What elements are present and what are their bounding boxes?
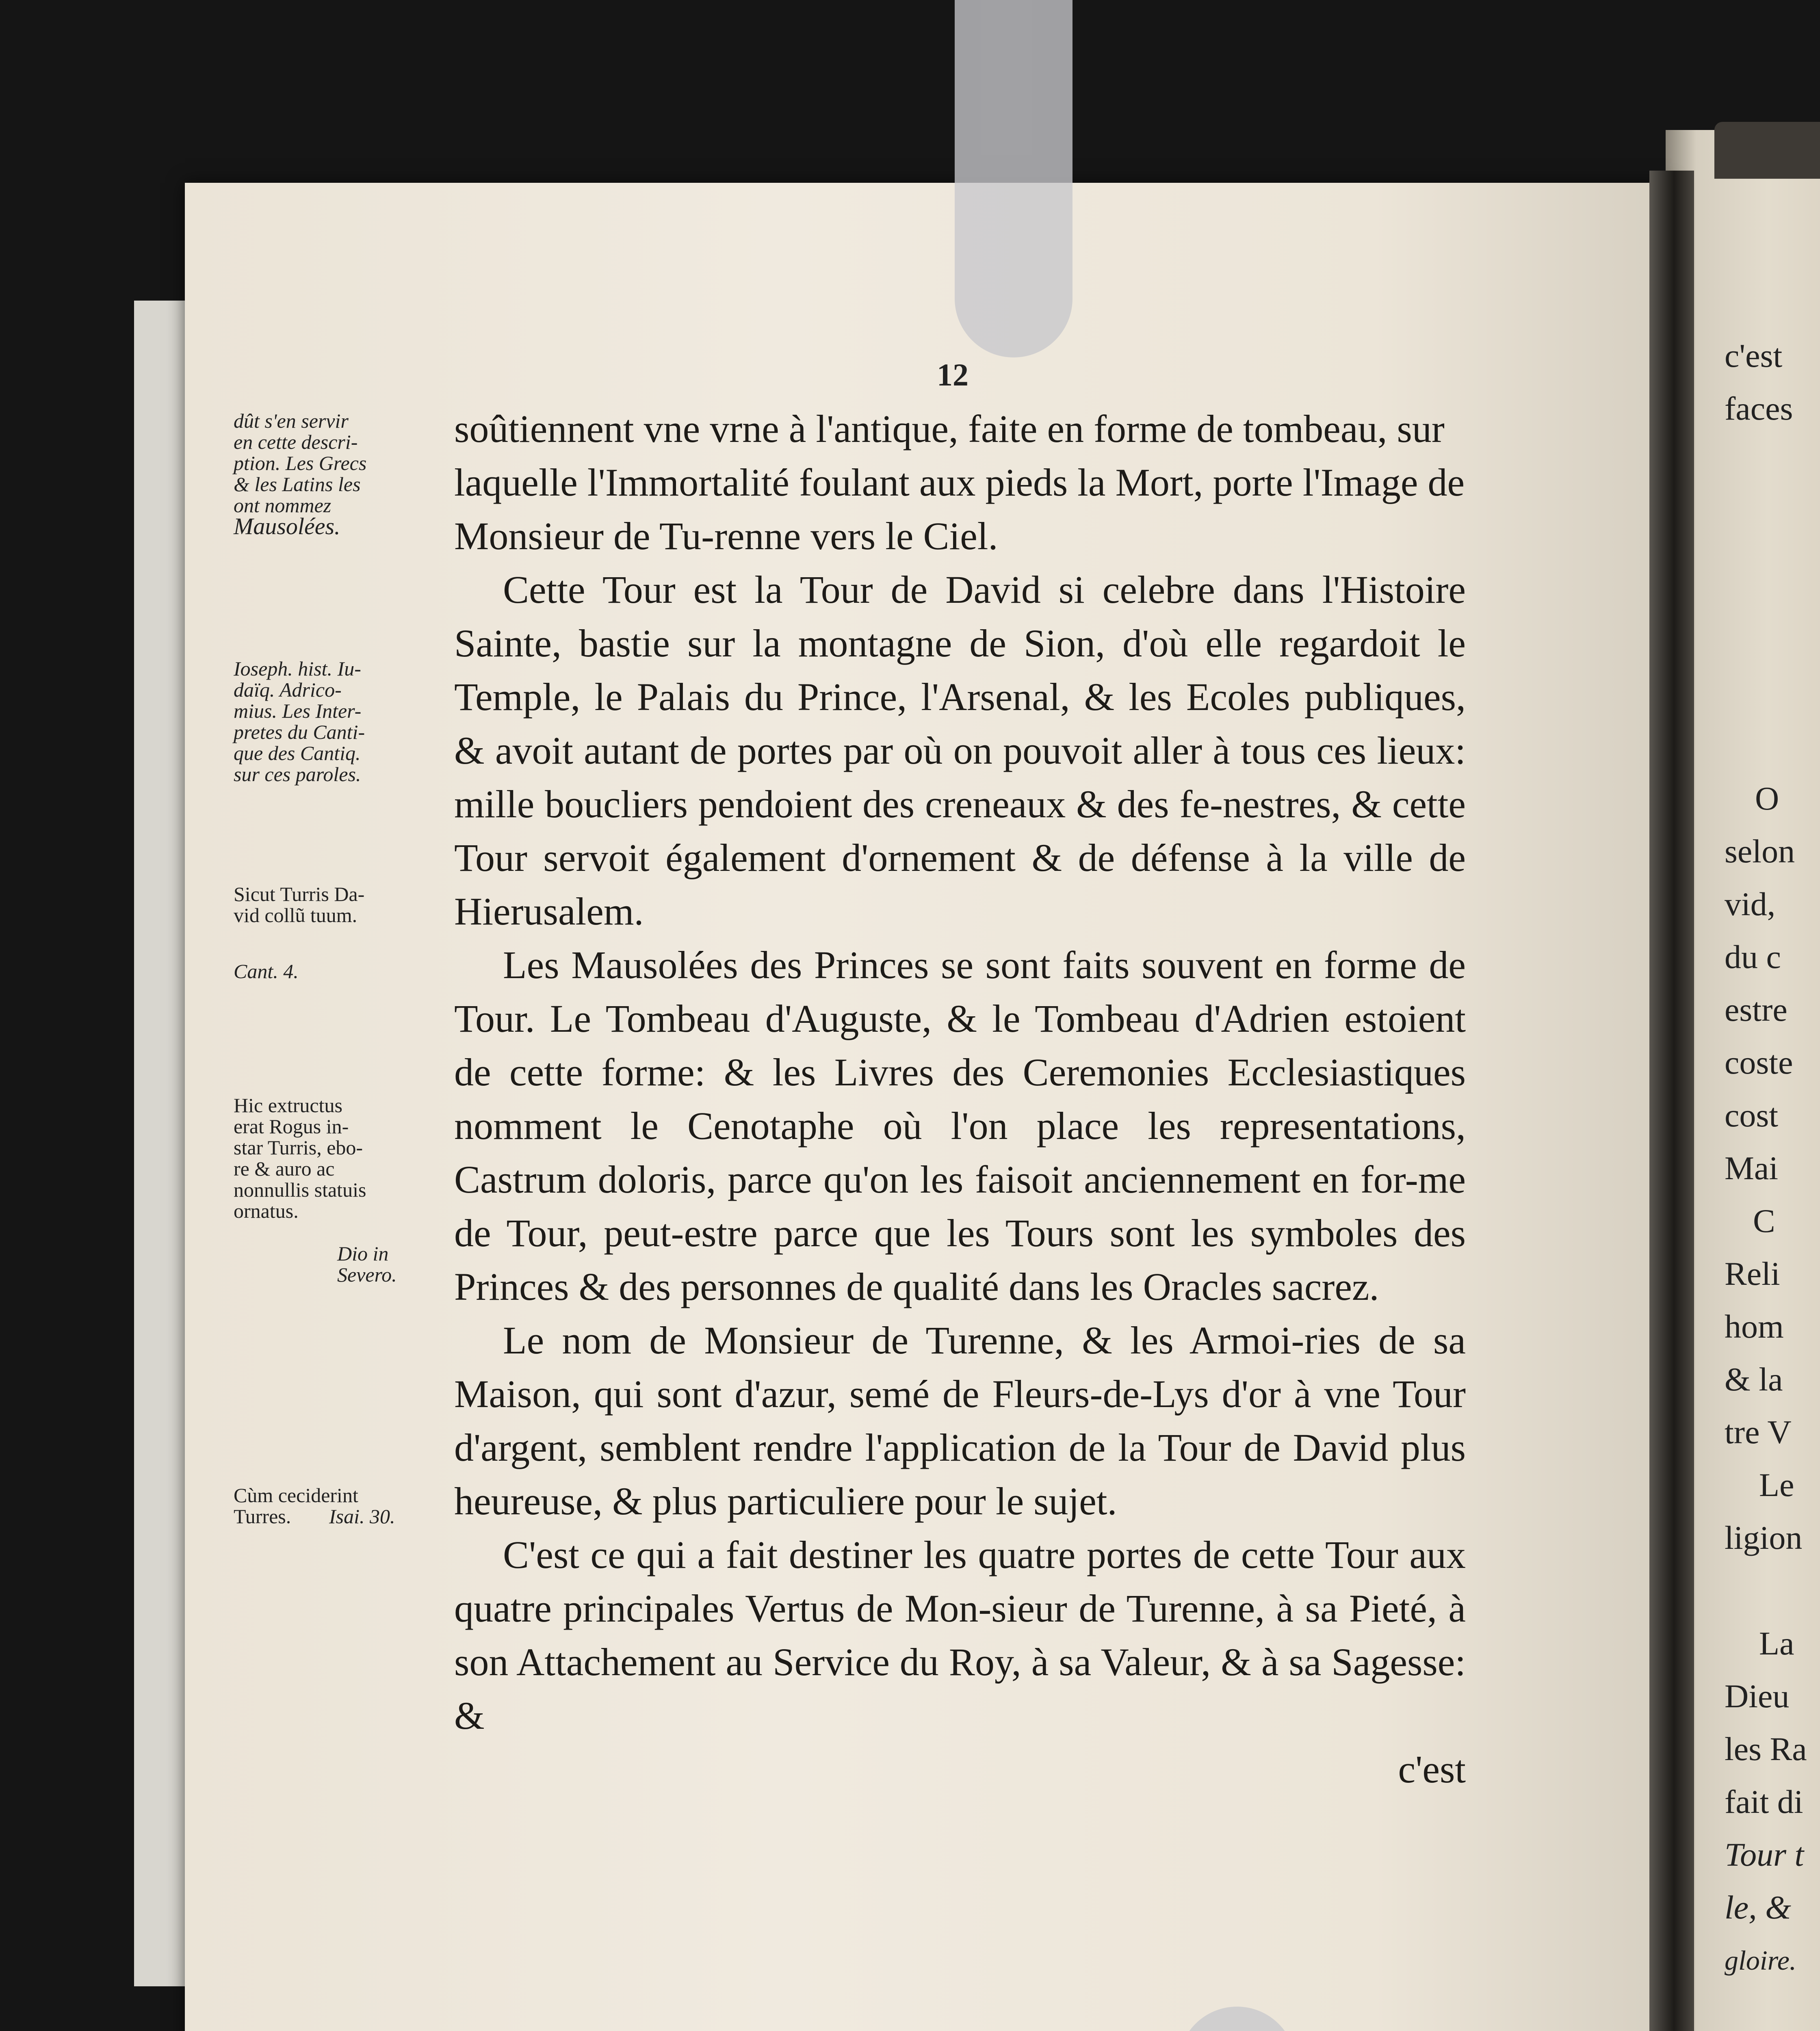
facing-fragment: les Ra [1725, 1730, 1807, 1767]
marginal-note [234, 410, 445, 537]
marginal-line: Cùm ceciderint [234, 1484, 358, 1507]
marginal-line: erat Rogus in- [234, 1115, 349, 1138]
marginal-line: & les Latins les [234, 473, 361, 496]
marginal-line: sur ces paroles. [234, 763, 361, 786]
marginal-line: Hic extructus [234, 1094, 342, 1117]
facing-fragment: coste [1725, 1044, 1793, 1081]
paragraph: soûtiennent vne vrne à l'antique, faite en forme de tombeau, sur laquelle l'Immortalité foulant aux pieds la Mort, porte l'Image de Monsieur de Tu-renne vers le Ciel. [454, 407, 1465, 558]
marginal-note [234, 658, 445, 785]
facing-fragment: Tour t [1725, 1836, 1804, 1873]
marginal-line: daïq. Adrico- [234, 678, 342, 701]
facing-fragment: vid, [1725, 886, 1776, 922]
facing-fragment: faces [1725, 390, 1793, 427]
marginal-note [234, 961, 445, 982]
marginal-line: Severo. [337, 1263, 397, 1286]
page-gutter [1649, 171, 1694, 2031]
marginal-note [234, 1095, 445, 1221]
facing-fragment: le, & [1725, 1889, 1791, 1926]
catchword: c'est [1398, 1747, 1466, 1791]
marginal-line: Cant. 4. [234, 960, 299, 983]
facing-fragment: tre V [1725, 1414, 1792, 1451]
facing-fragment: du c [1725, 938, 1781, 975]
facing-fragment: gloire. [1725, 1945, 1796, 1976]
book-spine [1714, 122, 1820, 179]
facing-fragment: & la [1725, 1361, 1783, 1398]
page-clip-tab [955, 0, 1072, 357]
facing-fragment: fait di [1725, 1783, 1803, 1820]
marginal-line: Turres. [234, 1505, 291, 1528]
marginal-line: en cette descri- [234, 431, 358, 453]
facing-fragment: cost [1725, 1097, 1779, 1134]
facing-fragment: ligion [1725, 1519, 1803, 1556]
marginal-line: ont nommez [234, 494, 332, 517]
marginal-line: que des Cantiq. [234, 742, 361, 764]
facing-fragment: estre [1725, 991, 1788, 1028]
page-number: 12 [937, 357, 968, 392]
marginal-line: Dio in [337, 1242, 389, 1265]
facing-fragment: Reli [1725, 1255, 1780, 1292]
facing-fragment: Dieu [1725, 1678, 1790, 1715]
marginal-line: Mausolées. [234, 513, 340, 539]
facing-fragment: La [1759, 1625, 1794, 1662]
paragraph: Cette Tour est la Tour de David si celebre dans l'Histoire Sainte, bastie sur la montagne de Sion, d'où elle regardoit le Temple, le Palais du Prince, l'Arsenal, & les Ecoles publiques, & avoit autant de portes par où on pouvoit aller à tous ces lieux: mille boucliers pendoient des creneaux & des fe-nestres, & cette Tour servoit également d'ornement & de défense à la ville de Hierusalem. [454, 568, 1466, 933]
marginal-note [234, 883, 445, 926]
facing-fragment: O [1755, 780, 1779, 817]
marginal-line: Isai. 30. [329, 1505, 395, 1528]
marginal-line: star Turris, ebo- [234, 1136, 363, 1159]
marginal-line: dût s'en servir [234, 409, 349, 432]
marginal-line: nonnullis statuis [234, 1178, 366, 1201]
marginal-line: Sicut Turris Da- [234, 883, 365, 905]
main-text [454, 402, 1466, 1796]
page-edge [134, 301, 191, 1986]
marginal-line: ption. Les Grecs [234, 452, 367, 474]
marginal-line: pretes du Canti- [234, 721, 365, 743]
paragraph: Le nom de Monsieur de Turenne, & les Armoi-ries de sa Maison, qui sont d'azur, semé de Fleurs-de-Lys d'or à vne Tour d'argent, semblent rendre l'application de la Tour de David plus heureuse, & plus particuliere pour le sujet. [454, 1319, 1466, 1523]
marginal-line: vid collũ tuum. [234, 904, 358, 927]
facing-fragment: C [1753, 1202, 1775, 1239]
paragraph: Les Mausolées des Princes se sont faits souvent en forme de Tour. Le Tombeau d'Auguste, & le Tombeau d'Adrien estoient de cette forme: & les Livres des Ceremonies Ecclesiastiques nomment le Cenotaphe où l'on place les representations, Castrum doloris, parce qu'on les faisoit anciennement en for-me de Tour, peut-estre parce que les Tours sont les symboles des Princes & des personnes de qualité dans les Oracles sacrez. [454, 943, 1466, 1308]
marginal-line: Ioseph. hist. Iu- [234, 657, 361, 680]
facing-fragment: c'est [1725, 337, 1783, 374]
facing-fragment: Mai [1725, 1150, 1779, 1187]
marginal-note [329, 1506, 447, 1527]
facing-fragment: selon [1725, 833, 1795, 870]
marginal-line: mius. Les Inter- [234, 699, 362, 722]
facing-fragment: Le [1759, 1466, 1794, 1503]
marginal-line: re & auro ac [234, 1157, 335, 1180]
marginal-note [337, 1243, 451, 1285]
facing-fragment: hom [1725, 1308, 1784, 1345]
marginal-line: ornatus. [234, 1200, 299, 1222]
paragraph: C'est ce qui a fait destiner les quatre portes de cette Tour aux quatre principales Vertus de Mon-sieur de Turenne, à sa Pieté, à son Attachement au Service du Roy, à sa Valeur, & à sa Sagesse: & [454, 1533, 1466, 1737]
